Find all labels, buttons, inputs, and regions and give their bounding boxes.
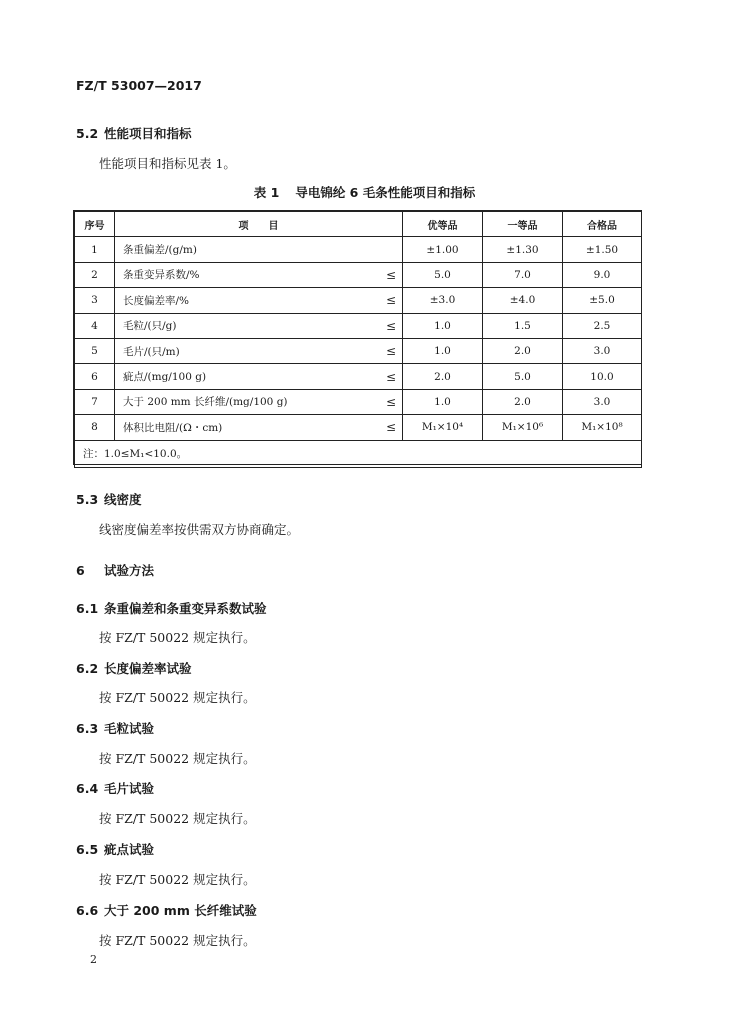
cell-sym: ≤ [355, 389, 403, 414]
cell-sym: ≤ [355, 364, 403, 389]
cell-item: 条重变异系数/% [115, 262, 355, 287]
cell-grade-first: 1.5 [483, 313, 563, 338]
cell-grade-first: ±4.0 [483, 288, 563, 313]
cell-sym: ≤ [355, 313, 403, 338]
cell-grade-first: 7.0 [483, 262, 563, 287]
header-grade-superior: 优等品 [403, 212, 483, 237]
cell-sym [355, 237, 403, 262]
section-number: 5.2 [76, 126, 99, 141]
section-title: 疵点试验 [104, 842, 155, 857]
section-title: 条重偏差和条重变异系数试验 [104, 601, 267, 616]
table-row [75, 338, 642, 363]
performance-table [74, 211, 642, 468]
table-note-row [75, 440, 642, 467]
cell-item: 毛片/(只/m) [115, 338, 355, 363]
section-body-6-6: 按 FZ/T 50022 规定执行。 [99, 933, 256, 948]
section-title: 毛片试验 [104, 781, 155, 796]
section-body-6-5: 按 FZ/T 50022 规定执行。 [99, 872, 256, 887]
cell-grade-qualified: 9.0 [563, 262, 642, 287]
section-title: 线密度 [104, 492, 142, 507]
cell-seq: 6 [75, 364, 115, 389]
section-heading-6-2 [76, 659, 192, 677]
header-item [115, 212, 403, 237]
section-heading-6-5 [76, 840, 154, 858]
table-row [75, 237, 642, 262]
document-header: FZ/T 53007—2017 [76, 78, 202, 93]
section-body-6-1: 按 FZ/T 50022 规定执行。 [99, 630, 256, 645]
table-row [75, 288, 642, 313]
cell-item: 体积比电阻/(Ω・cm) [115, 415, 355, 440]
cell-grade-superior: M₁×10⁴ [403, 415, 483, 440]
cell-grade-qualified: 3.0 [563, 338, 642, 363]
table-row [75, 415, 642, 440]
header-grade-first: 一等品 [483, 212, 563, 237]
cell-grade-superior: 5.0 [403, 262, 483, 287]
cell-grade-superior: ±3.0 [403, 288, 483, 313]
section-heading-5-2 [76, 124, 192, 142]
section-number: 6.3 [76, 721, 99, 736]
cell-seq: 5 [75, 338, 115, 363]
header-item-a: 项 [238, 220, 249, 232]
cell-sym: ≤ [355, 415, 403, 440]
cell-item: 毛粒/(只/g) [115, 313, 355, 338]
section-title: 大于 200 mm 长纤维试验 [104, 903, 257, 918]
cell-seq: 7 [75, 389, 115, 414]
cell-grade-superior: 1.0 [403, 338, 483, 363]
cell-item: 长度偏差率/% [115, 288, 355, 313]
cell-item: 疵点/(mg/100 g) [115, 364, 355, 389]
header-seq: 序号 [75, 212, 115, 237]
section-number: 6 [76, 563, 85, 578]
cell-grade-first: 2.0 [483, 338, 563, 363]
section-title: 长度偏差率试验 [104, 661, 192, 676]
section-heading-6 [76, 561, 154, 579]
cell-item: 条重偏差/(g/m) [115, 237, 355, 262]
section-body-5-2: 性能项目和指标见表 1。 [99, 156, 236, 171]
section-number: 6.5 [76, 842, 99, 857]
cell-grade-qualified: 3.0 [563, 389, 642, 414]
section-body-5-3: 线密度偏差率按供需双方协商确定。 [99, 522, 300, 537]
table-caption [0, 183, 729, 201]
section-number: 6.1 [76, 601, 99, 616]
section-heading-6-4 [76, 779, 154, 797]
section-heading-6-1 [76, 599, 267, 617]
cell-grade-first: M₁×10⁶ [483, 415, 563, 440]
cell-grade-qualified: 2.5 [563, 313, 642, 338]
table-row [75, 389, 642, 414]
section-body-6-2: 按 FZ/T 50022 规定执行。 [99, 690, 256, 705]
cell-grade-first: 2.0 [483, 389, 563, 414]
cell-grade-qualified: ±1.50 [563, 237, 642, 262]
section-title: 毛粒试验 [104, 721, 155, 736]
section-body-6-3: 按 FZ/T 50022 规定执行。 [99, 751, 256, 766]
section-body-6-4: 按 FZ/T 50022 规定执行。 [99, 811, 256, 826]
table-note: 注：1.0≤M₁<10.0。 [75, 440, 642, 467]
section-heading-6-3 [76, 719, 154, 737]
header-item-b: 目 [268, 220, 279, 232]
cell-seq: 1 [75, 237, 115, 262]
header-grade-qualified: 合格品 [563, 212, 642, 237]
cell-grade-superior: 2.0 [403, 364, 483, 389]
cell-grade-qualified: M₁×10⁸ [563, 415, 642, 440]
section-title: 试验方法 [104, 563, 155, 578]
section-heading-6-6 [76, 901, 257, 919]
cell-grade-qualified: 10.0 [563, 364, 642, 389]
cell-grade-qualified: ±5.0 [563, 288, 642, 313]
section-title: 性能项目和指标 [104, 126, 192, 141]
cell-grade-superior: 1.0 [403, 313, 483, 338]
cell-seq: 2 [75, 262, 115, 287]
table-caption-number: 表 1 [253, 185, 280, 200]
page-number: 2 [90, 953, 97, 966]
cell-grade-first: 5.0 [483, 364, 563, 389]
section-number: 6.4 [76, 781, 99, 796]
table-header-row [75, 212, 642, 237]
cell-item: 大于 200 mm 长纤维/(mg/100 g) [115, 389, 355, 414]
cell-sym: ≤ [355, 338, 403, 363]
table-row [75, 313, 642, 338]
cell-grade-superior: 1.0 [403, 389, 483, 414]
section-number: 6.6 [76, 903, 99, 918]
cell-seq: 3 [75, 288, 115, 313]
cell-seq: 4 [75, 313, 115, 338]
table-caption-title: 导电锦纶 6 毛条性能项目和指标 [295, 185, 476, 200]
cell-grade-first: ±1.30 [483, 237, 563, 262]
table-row [75, 262, 642, 287]
section-number: 6.2 [76, 661, 99, 676]
cell-seq: 8 [75, 415, 115, 440]
table-row [75, 364, 642, 389]
cell-sym: ≤ [355, 288, 403, 313]
cell-sym: ≤ [355, 262, 403, 287]
section-number: 5.3 [76, 492, 99, 507]
cell-grade-superior: ±1.00 [403, 237, 483, 262]
section-heading-5-3 [76, 490, 142, 508]
